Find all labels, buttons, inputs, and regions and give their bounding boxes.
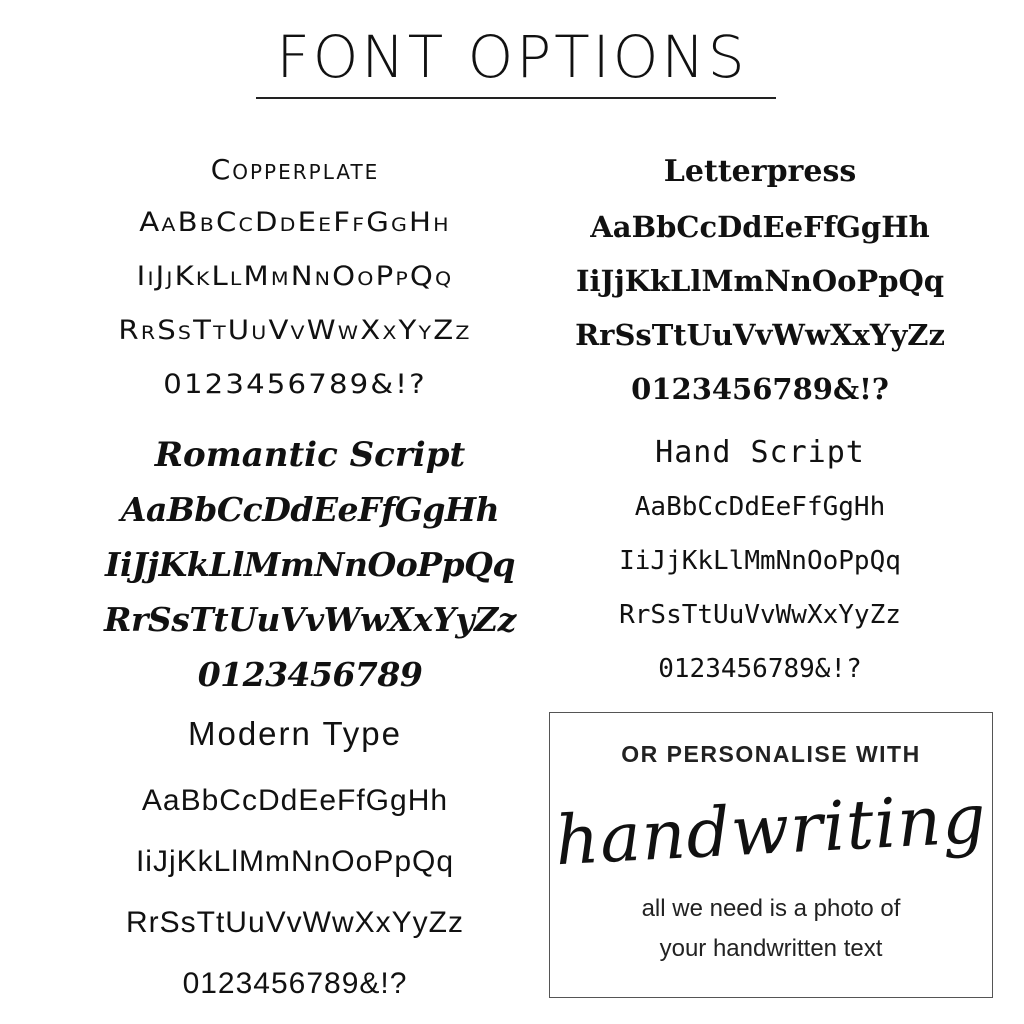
alphabet-line-1: AaBbCcDdEeFfGgHh [141,784,449,817]
alphabet-line-3: RrSsTtUuVvWwXxYyZz [104,600,516,639]
font-sample-copperplate [60,150,530,412]
promo-line-1: all we need is a photo of [641,895,901,922]
alphabet-line-2: IiJjKkLlMmNnOoPpQq [575,264,945,298]
handwriting-promo-box [549,712,993,998]
font-name: Letterpress [663,154,857,189]
page-title: FONT OPTIONS [276,23,748,91]
numerals-line: 0123456789&!? [658,654,862,684]
alphabet-line-1: AaBbCcDdEeFfGgHh [139,207,451,238]
font-sample-romantic-script [60,432,560,702]
font-name: Copperplate [210,153,380,186]
alphabet-line-3: RrSsTtUuVvWwXxYyZz [575,318,945,352]
promo-heading: OR PERSONALISE WITH [621,741,921,767]
alphabet-line-3: RrSsTtUuVvWwXxYyZz [619,600,901,630]
alphabet-line-2: IiJjKkLlMmNnOoPpQq [135,845,455,878]
alphabet-line-2: IiJjKkLlMmNnOoPpQq [136,261,454,292]
alphabet-line-3: RrSsTtUuVvWwXxYyZz [118,315,472,346]
font-name: Modern Type [187,715,402,752]
numerals-line: 0123456789&!? [182,967,408,1000]
font-sample-letterpress [530,152,990,416]
title-divider [256,97,776,99]
alphabet-line-3: RrSsTtUuVvWwXxYyZz [125,906,464,939]
numerals-line: 0123456789&!? [163,369,427,400]
alphabet-line-1: AaBbCcDdEeFfGgHh [120,490,500,529]
font-sample-modern-type [60,712,530,1014]
alphabet-line-2: IiJjKkLlMmNnOoPpQq [105,545,515,584]
promo-line-2: your handwritten text [659,935,883,962]
alphabet-line-1: AaBbCcDdEeFfGgHh [634,492,886,522]
promo-description [550,889,992,969]
font-name: Hand Script [655,435,865,470]
alphabet-line-1: AaBbCcDdEeFfGgHh [590,210,930,244]
font-sample-hand-script [540,430,980,696]
numerals-line: 0123456789&!? [631,372,889,406]
promo-script-word: handwriting [553,779,989,882]
font-name: Romantic Script [154,435,466,475]
numerals-line: 0123456789 [197,655,423,694]
alphabet-line-2: IiJjKkLlMmNnOoPpQq [619,546,901,576]
